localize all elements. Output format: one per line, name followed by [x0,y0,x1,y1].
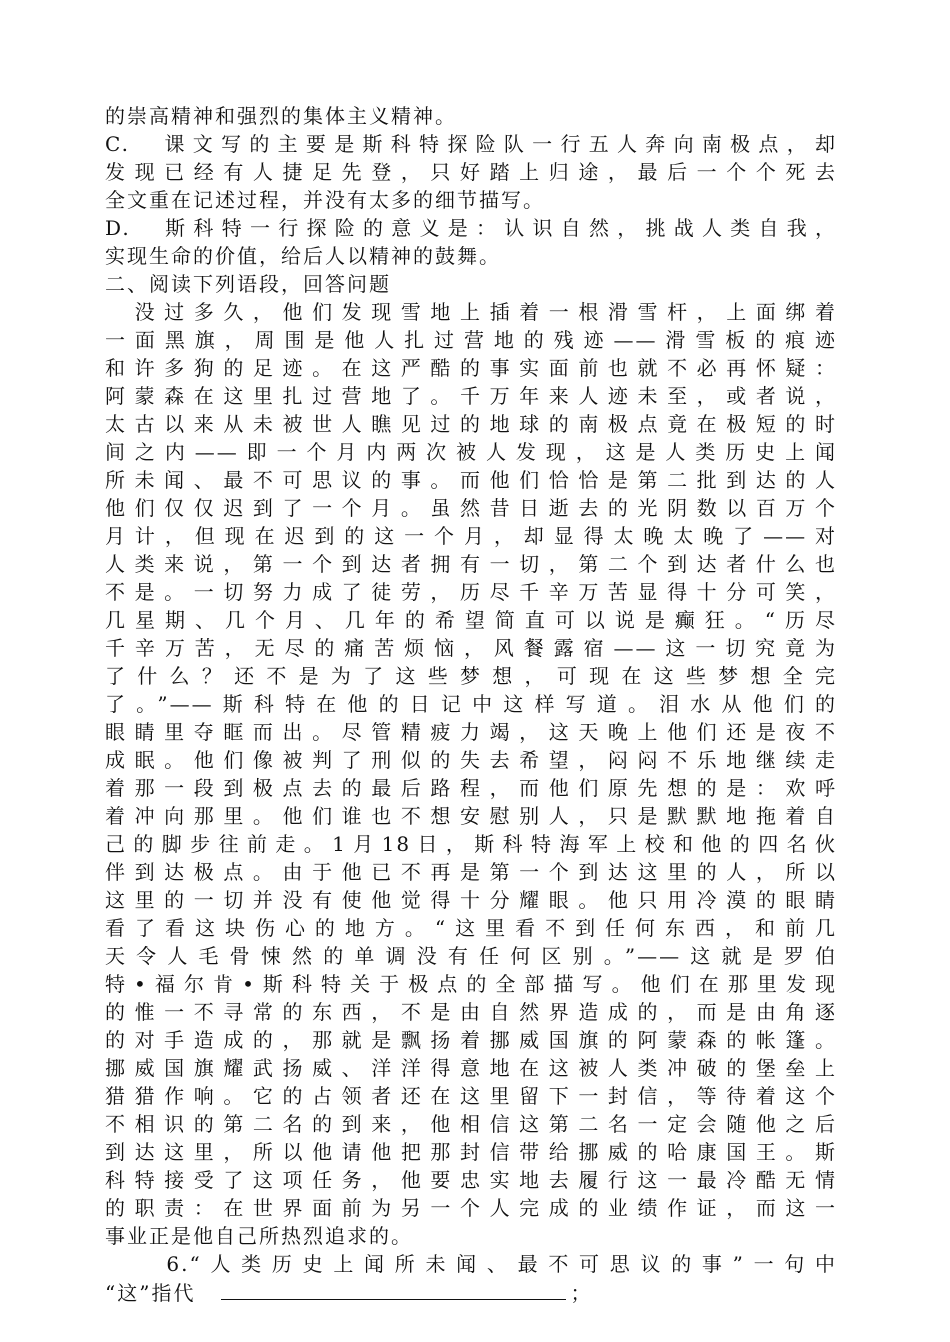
passage-line: 到达这里，所以他请他把那封信带给挪威的哈康国王。斯 [105,1140,837,1164]
passage-line: 特•福尔肯•斯科特关于极点的全部描写。他们在那里发现 [105,972,837,996]
text-line: 发现已经有人捷足先登，只好踏上归途，最后一个个死去 [105,160,837,184]
passage-line: 所未闻、最不可思议的事。而他们恰恰是第二批到达的人 [105,468,837,492]
passage-line: 看了看这块伤心的地方。“这里看不到任何东西，和前几 [105,916,837,940]
passage-line: 这里的一切并没有使他觉得十分耀眼。他只用冷漠的眼睛 [105,888,837,912]
text-line: 实现生命的价值，给后人以精神的鼓舞。 [105,244,501,268]
passage-line: 成眠。他们像被判了刑似的失去希望，闷闷不乐地继续走 [105,748,837,772]
passage-line: 一面黑旗，周围是他人扎过营地的残迹——滑雪板的痕迹 [105,328,837,352]
passage-line: 事业正是他自己所热烈追求的。 [105,1224,413,1248]
passage-line: 了什么？还不是为了这些梦想，可现在这些梦想全完 [105,664,837,688]
reading-passage [105,298,837,1250]
passage-line: 的职责：在世界面前为另一个人完成的业绩作证，而这一 [105,1196,837,1220]
passage-line: 太古以来从未被世人瞧见过的地球的南极点竟在极短的时 [105,412,837,436]
question-6-end-mark: ； [570,1281,593,1305]
passage-line: 的对手造成的，那就是飘扬着挪威国旗的阿蒙森的帐篷。 [105,1028,837,1052]
passage-line: 着冲向那里。他们谁也不想安慰别人，只是默默地拖着自 [105,804,837,828]
passage-line: 眼睛里夺眶而出。尽管精疲力竭，这天晚上他们还是夜不 [105,720,837,744]
passage-line: 不相识的第二名的到来，他相信这第二名一定会随他之后 [105,1112,837,1136]
passage-line: 他们仅仅迟到了一个月。虽然昔日逝去的光阴数以百万个 [105,496,837,520]
passage-line: 千辛万苦，无尽的痛苦烦恼，风餐露宿——这一切究竟为 [105,636,837,660]
option-b-continuation [105,102,837,130]
passage-line: 阿蒙森在这里扎过营地了。千万年来人迹未至，或者说， [105,384,837,408]
text-line: D. 斯科特一行探险的意义是：认识自然，挑战人类自我， [105,216,837,240]
question-6 [105,1250,837,1308]
passage-line: 己的脚步往前走。1月18日，斯科特海军上校和他的四名伙 [105,832,837,856]
answer-blank[interactable] [221,1279,566,1300]
question-6-answer-row [105,1278,837,1308]
passage-line: 间之内——即一个月内两次被人发现，这是人类历史上闻 [105,440,837,464]
passage-line: 和许多狗的足迹。在这严酷的事实面前也就不必再怀疑： [105,356,837,380]
passage-line: 科特接受了这项任务，他要忠实地去履行这一最冷酷无情 [105,1168,837,1192]
passage-line: 月计，但现在迟到的这一个月，却显得太晚太晚了——对 [105,524,837,548]
question-6-prompt: 6.“人类历史上闻所未闻、最不可思议的事”一句中 [105,1252,837,1276]
passage-line: 挪威国旗耀武扬威、洋洋得意地在这被人类冲破的堡垒上 [105,1056,837,1080]
passage-line: 伴到达极点。由于他已不再是第一个到达这里的人，所以 [105,860,837,884]
text-line: C. 课文写的主要是斯科特探险队一行五人奔向南极点，却 [105,132,837,156]
section-heading: 二、阅读下列语段，回答问题 [105,272,391,296]
question-6-label: “这”指代 [105,1281,196,1305]
passage-line: 猎猎作响。它的占领者还在这里留下一封信，等待着这个 [105,1084,837,1108]
text-line: 的崇高精神和强烈的集体主义精神。 [105,104,457,128]
text-line: 全文重在记述过程，并没有太多的细节描写。 [105,188,545,212]
document-page [105,102,837,1308]
passage-line: 人类来说，第一个到达者拥有一切，第二个到达者什么也 [105,552,837,576]
passage-line: 着那一段到极点去的最后路程，而他们原先想的是：欢呼 [105,776,837,800]
option-d [105,214,837,270]
option-c [105,130,837,214]
passage-line: 天令人毛骨悚然的单调没有任何区别。”——这就是罗伯 [105,944,837,968]
passage-line: 没过多久，他们发现雪地上插着一根滑雪杆，上面绑着 [105,300,837,324]
passage-line: 了。”——斯科特在他的日记中这样写道。泪水从他们的 [105,692,837,716]
passage-line: 几星期、几个月、几年的希望简直可以说是癫狂。“历尽 [105,608,837,632]
passage-line: 不是。一切努力成了徒劳，历尽千辛万苦显得十分可笑， [105,580,837,604]
passage-line: 的惟一不寻常的东西，不是由自然界造成的，而是由角逐 [105,1000,837,1024]
